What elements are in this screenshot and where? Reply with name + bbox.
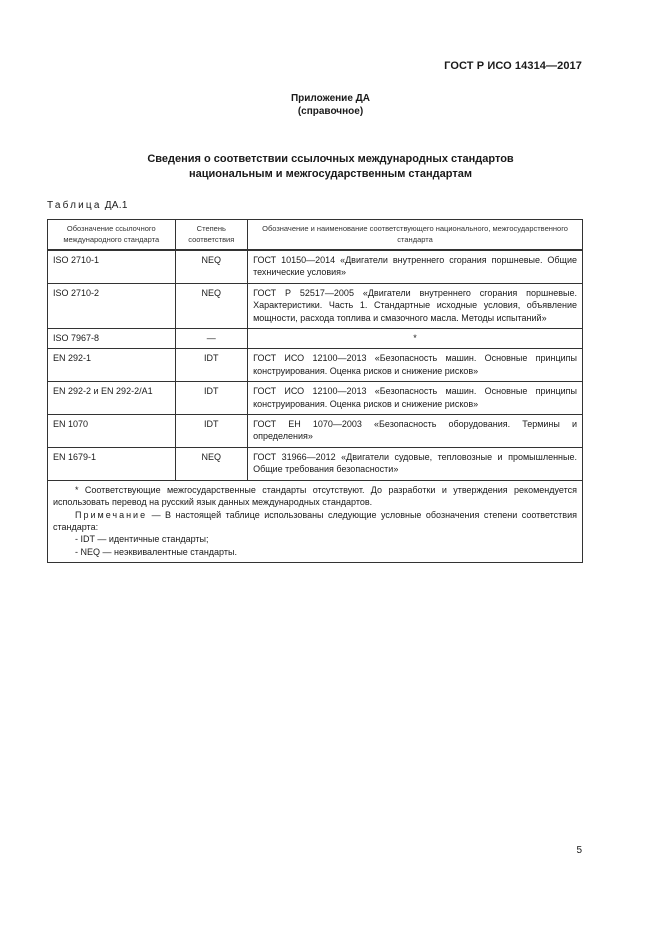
cell-ref: EN 1679-1 bbox=[48, 447, 176, 480]
table-notes-row bbox=[48, 480, 583, 562]
cell-degree: NEQ bbox=[175, 283, 248, 328]
note bbox=[53, 509, 577, 534]
note-item-neq: - NEQ — неэквивалентные стандарты. bbox=[75, 546, 237, 557]
cell-degree: — bbox=[175, 329, 248, 349]
table-row bbox=[48, 283, 583, 328]
cell-ref: ISO 7967-8 bbox=[48, 329, 176, 349]
table-row bbox=[48, 415, 583, 448]
annex-heading bbox=[0, 92, 661, 118]
footnote: * Соответствующие межгосударственные стандарты отсутствуют. До разработки и утверждения рекомендуется использовать перевод на русский язык данных международных стандартов. bbox=[53, 484, 577, 508]
note-item-idt: - IDT — идентичные стандарты; bbox=[75, 534, 209, 545]
table-label-number: ДА.1 bbox=[104, 200, 128, 211]
table-row bbox=[48, 250, 583, 283]
table-row bbox=[48, 329, 583, 349]
cell-ref: ISO 2710-1 bbox=[48, 250, 176, 283]
header-international-standard: Обозначение ссылочного международного стандарта bbox=[48, 220, 176, 251]
cell-ref: EN 292-1 bbox=[48, 349, 176, 382]
cell-ref: EN 1070 bbox=[48, 415, 176, 448]
table-notes bbox=[48, 480, 583, 562]
section-title bbox=[0, 152, 661, 182]
cell-name: ГОСТ 31966—2012 «Двигатели судовые, тепловозные и промышленные. Общие требования безопасности» bbox=[248, 447, 583, 480]
standards-correspondence-table bbox=[47, 219, 583, 563]
section-title-line-2: национальным и межгосударственным стандартам bbox=[189, 168, 472, 180]
table-row bbox=[48, 447, 583, 480]
cell-name: * bbox=[248, 329, 583, 349]
section-title-line-1: Сведения о соответствии ссылочных международных стандартов bbox=[147, 153, 514, 165]
cell-degree: NEQ bbox=[175, 447, 248, 480]
cell-degree: NEQ bbox=[175, 250, 248, 283]
table-label-prefix: Таблица bbox=[47, 200, 102, 211]
cell-name: ГОСТ ИСО 12100—2013 «Безопасность машин. Основные принципы конструирования. Оценка рисков и снижение рисков» bbox=[248, 349, 583, 382]
table-row bbox=[48, 382, 583, 415]
table-label bbox=[47, 200, 128, 211]
cell-degree: IDT bbox=[175, 349, 248, 382]
cell-ref: EN 292-2 и EN 292-2/A1 bbox=[48, 382, 176, 415]
header-national-standard: Обозначение и наименование соответствующего национального, межгосударственного стандарта bbox=[248, 220, 583, 251]
cell-ref: ISO 2710-2 bbox=[48, 283, 176, 328]
cell-degree: IDT bbox=[175, 382, 248, 415]
cell-name: ГОСТ 10150—2014 «Двигатели внутреннего сгорания поршневые. Общие технические условия» bbox=[248, 250, 583, 283]
table-row bbox=[48, 349, 583, 382]
document-code: ГОСТ Р ИСО 14314—2017 bbox=[444, 60, 582, 72]
cell-degree: IDT bbox=[175, 415, 248, 448]
cell-name: ГОСТ Р 52517—2005 «Двигатели внутреннего сгорания поршневые. Характеристики. Часть 1. Стандартные исходные условия, объявление мощности, расхода топлива и смазочного масла. Методы испытаний» bbox=[248, 283, 583, 328]
note-label: Примечание bbox=[75, 509, 148, 520]
cell-name: ГОСТ ИСО 12100—2013 «Безопасность машин. Основные принципы конструирования. Оценка рисков и снижение рисков» bbox=[248, 382, 583, 415]
annex-subtitle: (справочное) bbox=[297, 106, 364, 117]
annex-title: Приложение ДА bbox=[290, 93, 371, 104]
page-number: 5 bbox=[576, 845, 582, 856]
header-degree: Степень соответствия bbox=[175, 220, 248, 251]
table-header-row bbox=[48, 220, 583, 251]
cell-name: ГОСТ ЕН 1070—2003 «Безопасность оборудования. Термины и определения» bbox=[248, 415, 583, 448]
note-text: — В настоящей таблице использованы следующие условные обозначения степени соответствия стандарта: bbox=[53, 509, 577, 532]
